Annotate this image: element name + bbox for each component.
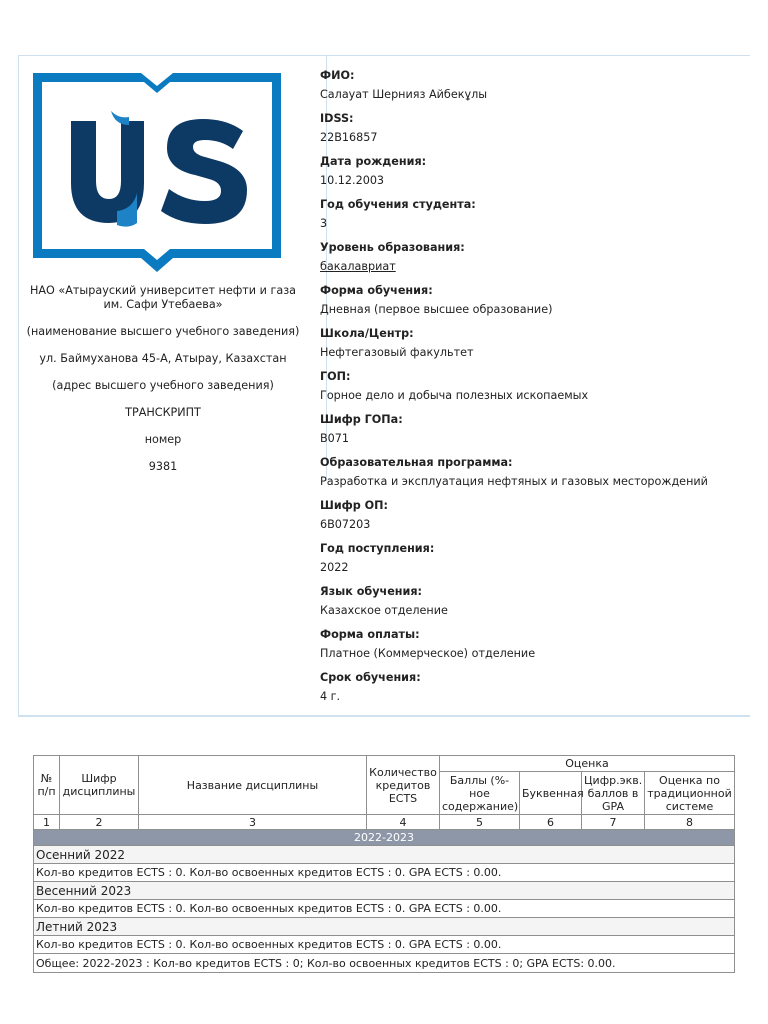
column-number: 1 <box>34 815 60 830</box>
university-address: ул. Баймуханова 45-А, Атырау, Казахстан <box>39 352 287 365</box>
field-payment <box>320 628 740 671</box>
field-value: 6В07203 <box>320 518 371 531</box>
field-value: 4 г. <box>320 690 341 703</box>
field-label: Уровень образования: <box>320 241 465 254</box>
university-name: НАО «Атырауский университет нефти и газа им. Сафи Утебаева» <box>29 284 296 311</box>
field-value: В071 <box>320 432 350 445</box>
university-info <box>19 284 307 487</box>
student-fields <box>320 69 740 714</box>
column-number: 5 <box>440 815 520 830</box>
year-total: Общее: 2022-2023 : Кол-во кредитов ECTS : 0; Кол-во освоенных кредитов ECTS : 0; GPA ECTS: 0.00. <box>34 954 735 973</box>
student-info-card <box>18 55 750 716</box>
field-value: Разработка и эксплуатация нефтяных и газовых месторождений <box>320 475 708 488</box>
field-label: Год поступления: <box>320 542 435 555</box>
column-number: 8 <box>645 815 735 830</box>
transcript-number: 9381 <box>148 460 178 473</box>
field-gop <box>320 370 740 413</box>
column-number: 6 <box>520 815 582 830</box>
field-label: Дата рождения: <box>320 155 427 168</box>
semester-summary-row <box>34 936 735 954</box>
field-label: Форма оплаты: <box>320 628 420 641</box>
education-level-link[interactable]: бакалавриат <box>320 260 396 273</box>
field-label: ГОП: <box>320 370 351 383</box>
field-value: 22B16857 <box>320 131 378 144</box>
field-label: Шифр ОП: <box>320 499 389 512</box>
number-label: номер <box>144 433 182 446</box>
semester-summary-row <box>34 864 735 882</box>
semester-name: Осенний 2022 <box>34 846 735 864</box>
header-traditional: Оценка по традиционной системе <box>645 772 735 815</box>
field-label: IDSS: <box>320 112 354 125</box>
field-label: Школа/Центр: <box>320 327 414 340</box>
header-grade: Оценка <box>440 756 735 772</box>
field-admission-year <box>320 542 740 585</box>
semester-row <box>34 846 735 864</box>
field-program-code <box>320 499 740 542</box>
field-school <box>320 327 740 370</box>
university-name-caption: (наименование высшего учебного заведения) <box>26 325 300 338</box>
field-label: Образовательная программа: <box>320 456 513 469</box>
field-language <box>320 585 740 628</box>
field-value: Казахское отделение <box>320 604 448 617</box>
semester-row <box>34 882 735 900</box>
header-name: Название дисциплины <box>139 756 367 815</box>
field-label: ФИО: <box>320 69 355 82</box>
document-title: ТРАНСКРИПТ <box>125 406 201 419</box>
column-number-row <box>34 815 735 830</box>
column-number: 4 <box>367 815 440 830</box>
transcript-table <box>33 755 735 973</box>
field-idss <box>320 112 740 155</box>
field-label: Год обучения студента: <box>320 198 476 211</box>
field-label: Язык обучения: <box>320 585 423 598</box>
university-address-caption: (адрес высшего учебного заведения) <box>52 379 274 392</box>
field-full-name <box>320 69 740 112</box>
academic-year-row <box>34 830 735 846</box>
field-value: Нефтегазовый факультет <box>320 346 474 359</box>
field-value: 10.12.2003 <box>320 174 385 187</box>
field-birth-date <box>320 155 740 198</box>
field-label: Форма обучения: <box>320 284 433 297</box>
column-number: 3 <box>139 815 367 830</box>
university-logo <box>33 73 281 273</box>
column-number: 2 <box>60 815 139 830</box>
field-value: Дневная (первое высшее образование) <box>320 303 553 316</box>
year-total-row <box>34 954 735 973</box>
semester-summary: Кол-во кредитов ECTS : 0. Кол-во освоенных кредитов ECTS : 0. GPA ECTS : 0.00. <box>34 900 735 918</box>
semester-name: Летний 2023 <box>34 918 735 936</box>
field-value: 2022 <box>320 561 349 574</box>
header-letter: Буквенная <box>520 772 582 815</box>
field-education-level <box>320 241 740 284</box>
header-num: № п/п <box>34 756 60 815</box>
semester-row <box>34 918 735 936</box>
field-study-form <box>320 284 740 327</box>
field-value: Горное дело и добыча полезных ископаемых <box>320 389 589 402</box>
field-value: 3 <box>320 217 328 230</box>
header-percent: Баллы (%-ное содержание) <box>440 772 520 815</box>
column-number: 7 <box>582 815 645 830</box>
field-label: Шифр ГОПа: <box>320 413 403 426</box>
field-duration <box>320 671 740 714</box>
semester-name: Весенний 2023 <box>34 882 735 900</box>
header-code: Шифр дисциплины <box>60 756 139 815</box>
academic-year: 2022-2023 <box>34 830 735 846</box>
field-study-year <box>320 198 740 241</box>
header-credits: Количество кредитов ECTS <box>367 756 440 815</box>
header-gpa: Цифр.экв. баллов в GPA <box>582 772 645 815</box>
field-value: Платное (Коммерческое) отделение <box>320 647 536 660</box>
semester-summary: Кол-во кредитов ECTS : 0. Кол-во освоенных кредитов ECTS : 0. GPA ECTS : 0.00. <box>34 864 735 882</box>
semester-summary-row <box>34 900 735 918</box>
semester-summary: Кол-во кредитов ECTS : 0. Кол-во освоенных кредитов ECTS : 0. GPA ECTS : 0.00. <box>34 936 735 954</box>
field-value: Салауат Шернияз Айбекұлы <box>320 88 488 101</box>
section-divider <box>18 716 750 717</box>
field-label: Срок обучения: <box>320 671 421 684</box>
field-gop-code <box>320 413 740 456</box>
field-program <box>320 456 740 499</box>
